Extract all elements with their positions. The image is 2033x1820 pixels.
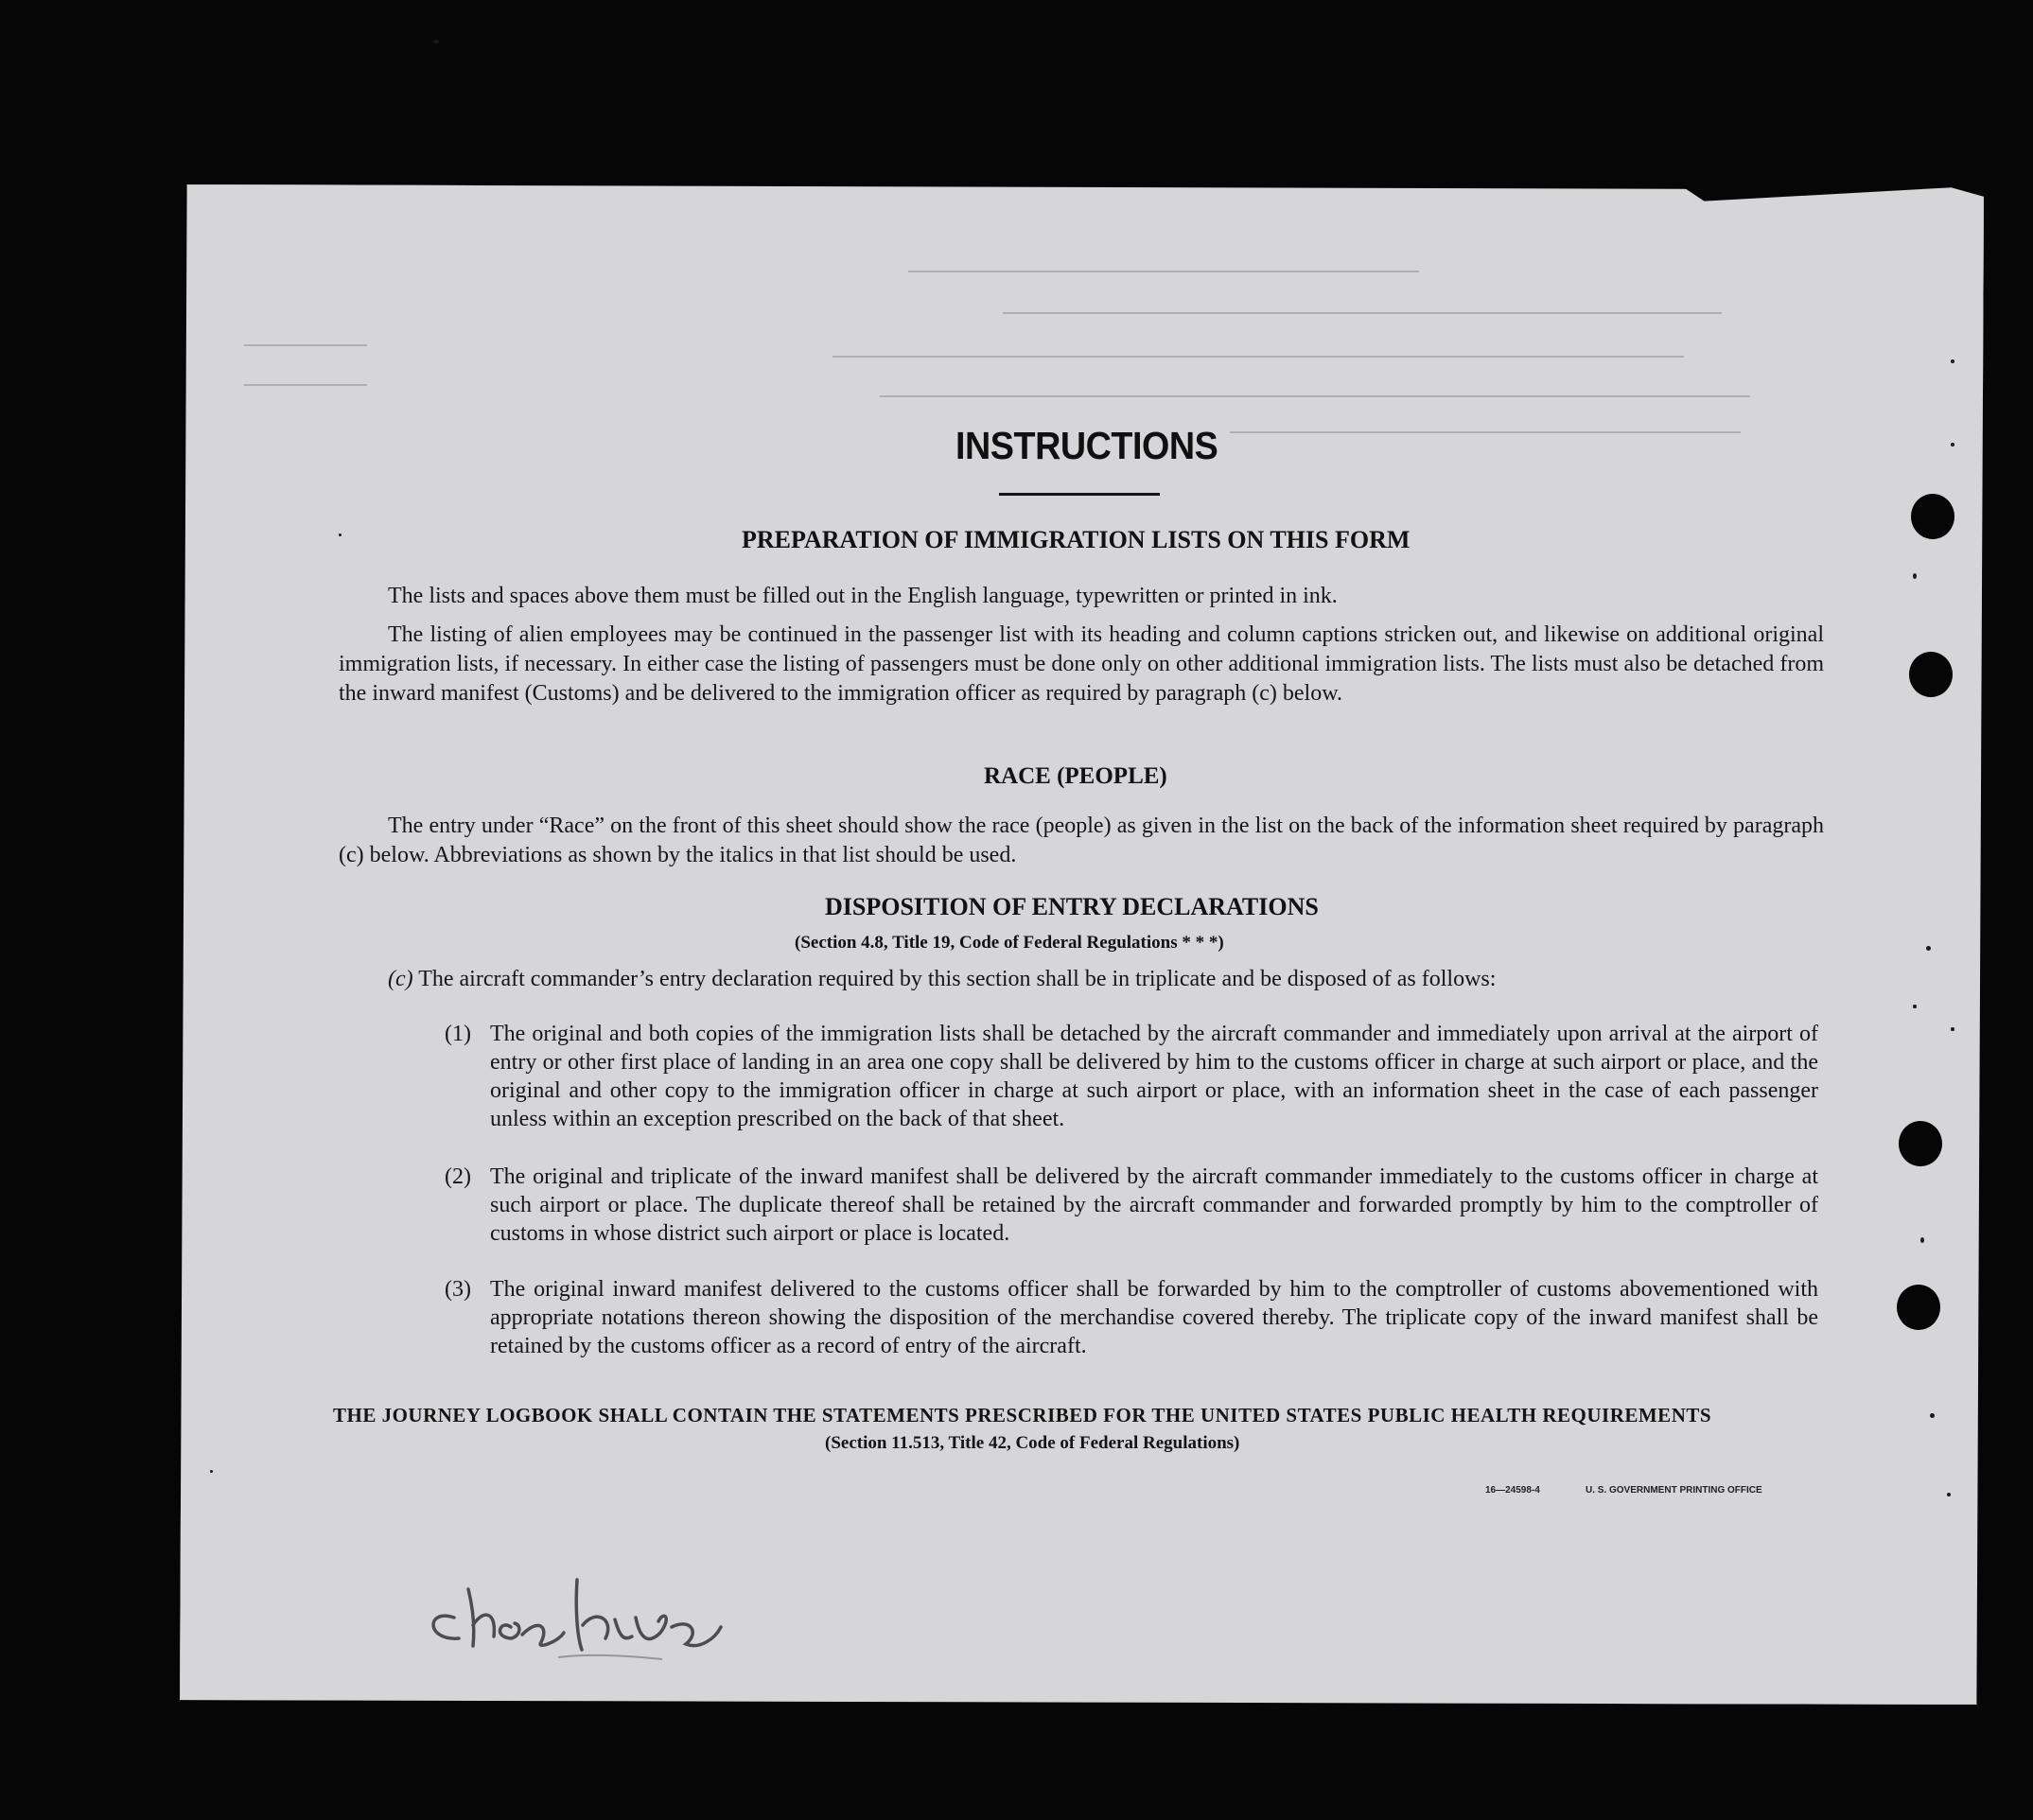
title-underline <box>999 493 1160 496</box>
list-item-number: (1) <box>445 1022 471 1046</box>
paragraph-english-language: The lists and spaces above them must be filled out in the English language, typewritten or printed in ink. <box>388 584 1338 608</box>
punch-hole <box>1911 494 1954 539</box>
section-heading-race: RACE (PEOPLE) <box>984 763 1167 789</box>
bleed-through-line <box>244 344 367 346</box>
page-title: INSTRUCTIONS <box>955 424 1218 467</box>
speck <box>433 40 439 44</box>
punch-hole <box>1899 1121 1942 1166</box>
list-item-2 <box>445 1163 1818 1248</box>
speck <box>1951 1027 1954 1031</box>
punch-hole <box>1897 1285 1940 1330</box>
form-number: 16—24598-4 <box>1485 1485 1540 1496</box>
list-item-text: The original and both copies of the immigration lists shall be detached by the aircraft commander and immediately upon arrival at the airport of entry or other first place of landing in an area one copy shall be delivered by him to the customs officer in charge at such airport or place, and the original and other copy to the immigration officer in charge at such airport or place, with an information sheet in the case of each passenger unless within an exception prescribed on the back of that sheet. <box>490 1022 1818 1131</box>
bleed-through-line <box>1003 312 1722 314</box>
bleed-through-line <box>832 356 1684 358</box>
list-item-text: The original and triplicate of the inward manifest shall be delivered by the aircraft commander immediately to the customs officer in charge at such airport or place. The duplicate thereof shall be retained by the aircraft commander and forwarded promptly by him to the comptroller of customs in whose district such airport or place is located. <box>490 1164 1818 1246</box>
handwritten-signature <box>416 1551 738 1665</box>
paragraph-race: The entry under “Race” on the front of this sheet should show the race (people) as given in the list on the back of the information sheet required by paragraph (c) below. Abbreviations as shown by the italics in that list should be used. <box>339 814 1824 867</box>
list-item-3 <box>445 1275 1818 1360</box>
speck <box>1913 573 1917 579</box>
punch-hole <box>1909 652 1953 697</box>
section-citation: (Section 4.8, Title 19, Code of Federal Regulations * * *) <box>795 933 1224 953</box>
intro-text: The aircraft commander’s entry declaration required by this section shall be in triplicate and be disposed of as follows: <box>418 967 1497 991</box>
list-item-number: (2) <box>445 1164 471 1189</box>
speck <box>1951 443 1954 446</box>
bleed-through-line <box>880 395 1750 397</box>
list-item-text: The original inward manifest delivered to the customs officer shall be forwarded by him to the comptroller of customs abovementioned with appropriate notations thereon showing the disposition of the merchandise covered thereby. The triplicate copy of the inward manifest shall be retained by the customs officer as a record of entry of the aircraft. <box>490 1277 1818 1358</box>
list-item-number: (3) <box>445 1277 471 1302</box>
speck <box>210 1470 213 1473</box>
bleed-through-line <box>908 271 1419 272</box>
bleed-through-line <box>1230 431 1741 433</box>
paragraph-intro-c <box>388 965 1826 994</box>
section-heading-preparation: PREPARATION OF IMMIGRATION LISTS ON THIS FORM <box>742 526 1411 553</box>
speck <box>1951 359 1954 363</box>
speck <box>1930 1413 1935 1418</box>
speck <box>339 534 342 536</box>
list-item-1 <box>445 1020 1818 1133</box>
speck <box>1947 1493 1951 1496</box>
speck <box>1920 1237 1924 1243</box>
section-heading-disposition: DISPOSITION OF ENTRY DECLARATIONS <box>825 893 1319 920</box>
public-health-statement: THE JOURNEY LOGBOOK SHALL CONTAIN THE STATEMENTS PRESCRIBED FOR THE UNITED STATES PUBLIC HEALTH REQUIREMENTS <box>333 1404 1712 1426</box>
public-health-citation: (Section 11.513, Title 42, Code of Federal Regulations) <box>825 1433 1240 1453</box>
speck <box>1926 946 1931 951</box>
paragraph-alien-employees: The listing of alien employees may be continued in the passenger list with its heading and column captions stricken out, and likewise on additional original immigration lists, if necessary. In either case the listing of passengers must be done only on other additional immigration lists. The lists must also be detached from the inward manifest (Customs) and be delivered to the immigration officer as required by paragraph (c) below. <box>339 622 1824 706</box>
speck <box>1913 1005 1917 1008</box>
printer-imprint: U. S. GOVERNMENT PRINTING OFFICE <box>1586 1485 1762 1496</box>
intro-label: (c) <box>388 967 413 991</box>
bleed-through-line <box>244 384 367 386</box>
